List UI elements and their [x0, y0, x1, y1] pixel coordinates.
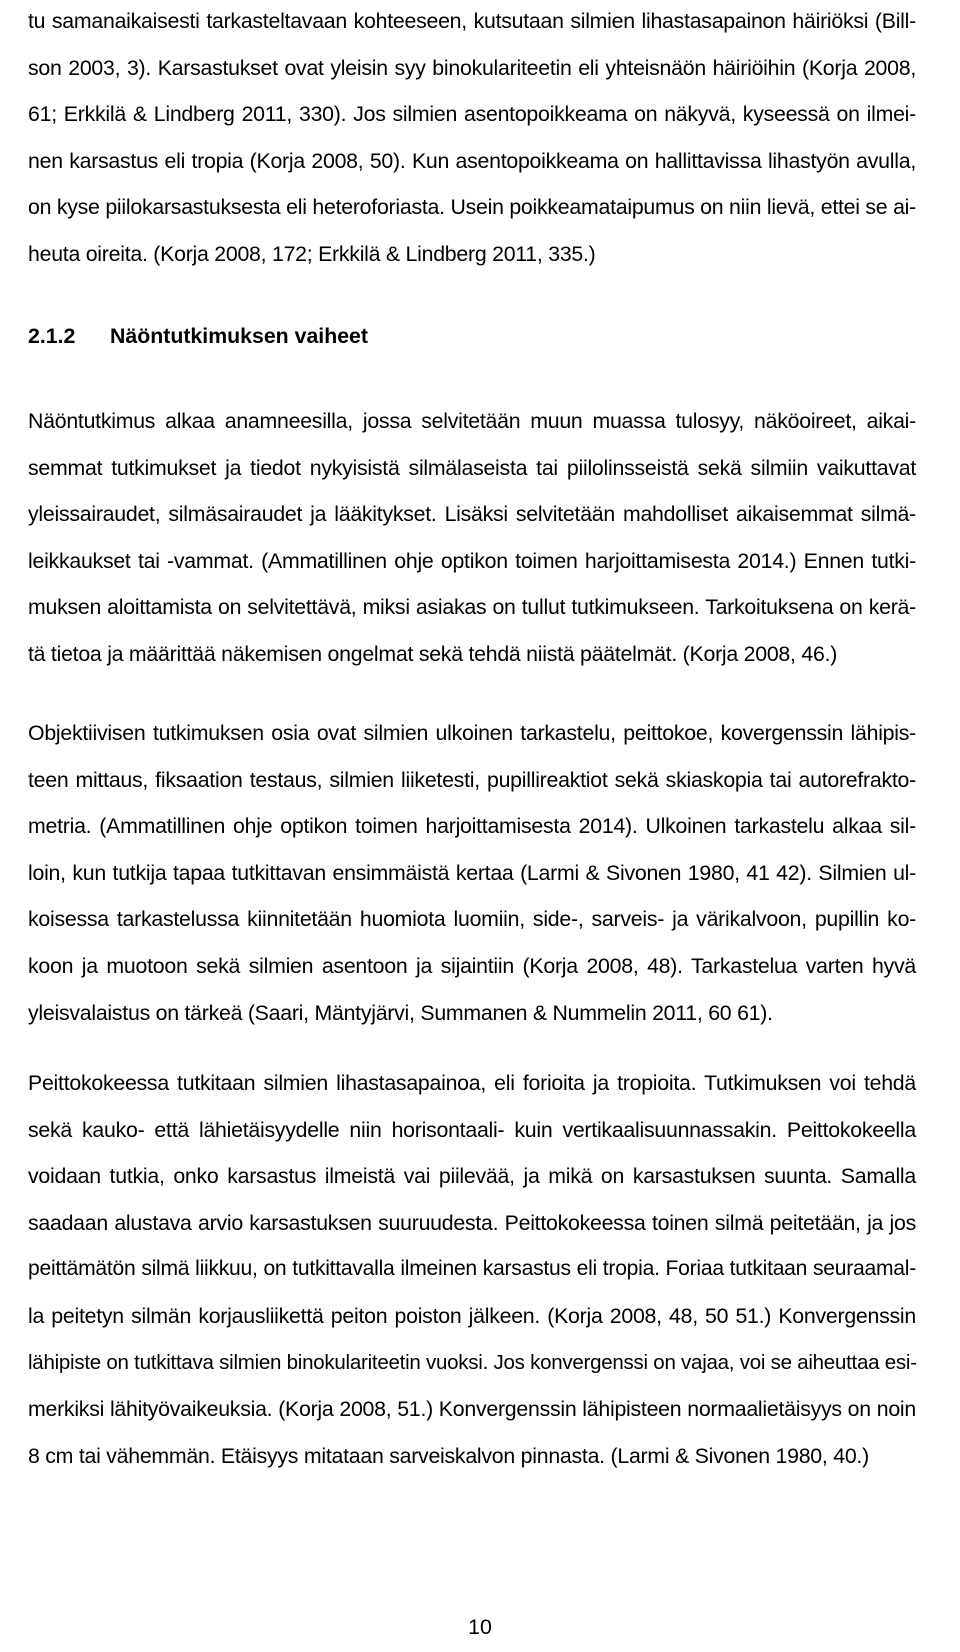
text-line: loin, kun tutkija tapaa tutkittavan ensimmäistä kertaa (Larmi & Sivonen 1980, 41 42). Silmien ul- [28, 860, 916, 885]
text-line: 8 cm tai vähemmän. Etäisyys mitataan sarveiskalvon pinnasta. (Larmi & Sivonen 1980, 40.) [28, 1443, 869, 1468]
text-line: nen karsastus eli tropia (Korja 2008, 50). Kun asentopoikkeama on hallittavissa lihastyön avulla, [28, 148, 916, 173]
text-line: Näöntutkimus alkaa anamneesilla, jossa selvitetään muun muassa tulosyy, näköoireet, aikai- [28, 409, 916, 433]
section-number: 2.1.2 [28, 324, 76, 348]
text-line: la peitetyn silmän korjausliikettä peiton poiston jälkeen. (Korja 2008, 48, 50 51.) Konvergenssin [28, 1303, 916, 1328]
text-line: muksen aloittamista on selvitettävä, miksi asiakas on tullut tutkimukseen. Tarkoituksena on kerä- [28, 595, 916, 620]
text-line: sekä kauko- että lähietäisyydelle niin horisontaali- kuin vertikaalisuunnassakin. Peittokokeella [28, 1117, 916, 1142]
text-line: yleisvalaistus on tärkeä (Saari, Mäntyjärvi, Summanen & Nummelin 2011, 60 61). [28, 1000, 773, 1025]
text-line: koon ja muotoon sekä silmien asentoon ja sijaintiin (Korja 2008, 48). Tarkastelua varten hyvä [28, 953, 916, 978]
text-line: merkiksi lähityövaikeuksia. (Korja 2008, 51.) Konvergenssin lähipisteen normaalietäisyys on noin [28, 1397, 916, 1422]
text-line: semmat tutkimukset ja tiedot nykyisistä silmälaseista tai piilolinsseistä sekä silmiin vaikuttavat [28, 455, 916, 480]
text-line: koisessa tarkastelussa kiinnitetään huomiota luomiin, side-, sarveis- ja värikalvoon, pupillin ko- [28, 907, 916, 932]
text-line: peittämätön silmä liikkuu, on tutkittavalla ilmeinen karsastus eli tropia. Foriaa tutkitaan seuraamal- [28, 1257, 916, 1281]
text-line: tu samanaikaisesti tarkasteltavaan kohteeseen, kutsutaan silmien lihastasapainon häiriöksi (Bill- [28, 9, 916, 33]
text-line: heuta oireita. (Korja 2008, 172; Erkkilä & Lindberg 2011, 335.) [28, 241, 596, 266]
section-title: Näöntutkimuksen vaiheet [110, 324, 368, 348]
text-line: on kyse piilokarsastuksesta eli heteroforiasta. Usein poikkeamataipumus on niin lievä, ettei se ai- [28, 195, 916, 220]
text-line: teen mittaus, fiksaation testaus, silmien liiketesti, pupillireaktiot sekä skiaskopia tai autorefrakto- [28, 767, 916, 792]
text-line: saadaan alustava arvio karsastuksen suuruudesta. Peittokokeessa toinen silmä peitetään, ja jos [28, 1210, 916, 1235]
text-line: yleissairaudet, silmäsairaudet ja lääkitykset. Lisäksi selvitetään mahdolliset aikaisemmat silmä- [28, 502, 916, 527]
text-line: Objektiivisen tutkimuksen osia ovat silmien ulkoinen tarkastelu, peittokoe, kovergenssin lähipis- [28, 721, 916, 745]
page-number: 10 [468, 1615, 492, 1639]
text-line: leikkaukset tai -vammat. (Ammatillinen ohje optikon toimen harjoittamisesta 2014.) Ennen tutki- [28, 548, 916, 573]
text-line: tä tietoa ja määrittää näkemisen ongelmat sekä tehdä niistä päätelmät. (Korja 2008, 46.) [28, 641, 838, 666]
text-line: son 2003, 3). Karsastukset ovat yleisin syy binokulariteetin eli yhteisnäön häiriöihin (Korja 2008, [28, 55, 916, 80]
text-line: voidaan tutkia, onko karsastus ilmeistä vai piilevää, ja mikä on karsastuksen suunta. Samalla [28, 1164, 916, 1189]
text-line: metria. (Ammatillinen ohje optikon toimen harjoittamisesta 2014). Ulkoinen tarkastelu alkaa sil- [28, 814, 916, 839]
text-line: lähipiste on tutkittava silmien binokulariteetin vuoksi. Jos konvergenssi on vajaa, voi se aiheuttaa esi- [28, 1350, 917, 1374]
text-line: Peittokokeessa tutkitaan silmien lihastasapainoa, eli forioita ja tropioita. Tutkimuksen voi tehdä [28, 1071, 916, 1095]
text-line: 61; Erkkilä & Lindberg 2011, 330). Jos silmien asentopoikkeama on näkyvä, kyseessä on ilmei- [28, 102, 916, 127]
